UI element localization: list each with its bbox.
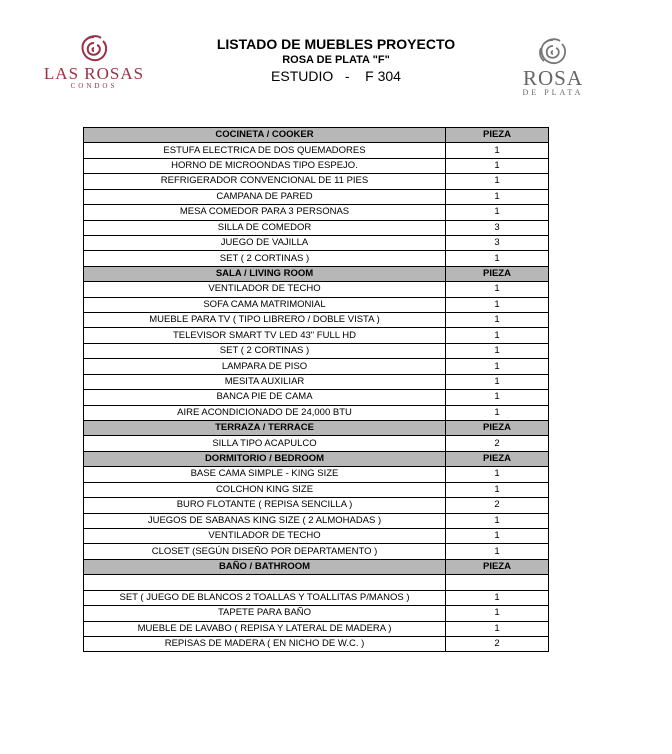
item-quantity: 1 <box>446 143 549 158</box>
section-title: COCINETA / COOKER <box>84 128 446 143</box>
item-quantity: 1 <box>446 544 549 559</box>
table-row <box>84 498 549 513</box>
item-quantity: 1 <box>446 590 549 605</box>
item-name: MUEBLE PARA TV ( TIPO LIBRERO / DOBLE VISTA ) <box>84 313 446 328</box>
item-name: VENTILADOR DE TECHO <box>84 282 446 297</box>
item-quantity: 1 <box>446 313 549 328</box>
item-quantity: 1 <box>446 528 549 543</box>
item-name: TELEVISOR SMART TV LED 43" FULL HD <box>84 328 446 343</box>
section-title: DORMITORIO / BEDROOM <box>84 451 446 466</box>
item-name: HORNO DE MICROONDAS TIPO ESPEJO. <box>84 158 446 173</box>
las-rosas-logo <box>38 34 150 98</box>
item-name: MUEBLE DE LAVABO ( REPISA Y LATERAL DE MADERA ) <box>84 621 446 636</box>
section-header-row <box>84 451 549 466</box>
section-title: TERRAZA / TERRACE <box>84 421 446 436</box>
item-quantity: 1 <box>446 606 549 621</box>
document-header <box>180 36 492 85</box>
item-quantity: 1 <box>446 328 549 343</box>
section-header-row <box>84 128 549 143</box>
table-row <box>84 590 549 605</box>
item-name: CAMPANA DE PARED <box>84 189 446 204</box>
table-row <box>84 513 549 528</box>
item-name: MESA COMEDOR PARA 3 PERSONAS <box>84 205 446 220</box>
item-quantity: 1 <box>446 297 549 312</box>
table-row <box>84 636 549 651</box>
table-row <box>84 482 549 497</box>
furniture-table <box>83 127 549 652</box>
table-row <box>84 374 549 389</box>
table-row <box>84 467 549 482</box>
furniture-table-body <box>84 128 549 652</box>
table-row <box>84 544 549 559</box>
rosa-de-plata-logo <box>503 36 603 102</box>
item-name: SILLA TIPO ACAPULCO <box>84 436 446 451</box>
item-name: SET ( 2 CORTINAS ) <box>84 343 446 358</box>
table-row <box>84 528 549 543</box>
quantity-header: PIEZA <box>446 451 549 466</box>
item-quantity: 1 <box>446 467 549 482</box>
table-row <box>84 436 549 451</box>
table-row <box>84 359 549 374</box>
item-name: SET ( JUEGO DE BLANCOS 2 TOALLAS Y TOALLITAS P/MANOS ) <box>84 590 446 605</box>
item-name: COLCHON KING SIZE <box>84 482 446 497</box>
item-quantity <box>446 575 549 590</box>
quantity-header: PIEZA <box>446 128 549 143</box>
item-name: LAMPARA DE PISO <box>84 359 446 374</box>
item-quantity: 1 <box>446 189 549 204</box>
rose-icon <box>535 36 571 68</box>
unit-label: ESTUDIO - F 304 <box>271 68 401 84</box>
item-quantity: 1 <box>446 359 549 374</box>
table-row <box>84 158 549 173</box>
table-row <box>84 205 549 220</box>
table-row <box>84 405 549 420</box>
table-row <box>84 174 549 189</box>
item-name: REFRIGERADOR CONVENCIONAL DE 11 PIES <box>84 174 446 189</box>
table-row <box>84 235 549 250</box>
item-quantity: 1 <box>446 174 549 189</box>
document-title: LISTADO DE MUEBLES PROYECTO <box>216 36 456 52</box>
item-name: VENTILADOR DE TECHO <box>84 528 446 543</box>
section-title: SALA / LIVING ROOM <box>84 266 446 281</box>
las-rosas-tagline: CONDOS <box>70 82 118 90</box>
item-quantity: 1 <box>446 282 549 297</box>
quantity-header: PIEZA <box>446 421 549 436</box>
item-quantity: 1 <box>446 374 549 389</box>
table-row <box>84 313 549 328</box>
item-name: ESTUFA ELECTRICA DE DOS QUEMADORES <box>84 143 446 158</box>
item-name: AIRE ACONDICIONADO DE 24,000 BTU <box>84 405 446 420</box>
item-quantity: 2 <box>446 636 549 651</box>
table-row <box>84 251 549 266</box>
section-header-row <box>84 266 549 281</box>
table-row <box>84 282 549 297</box>
item-name: BURO FLOTANTE ( REPISA SENCILLA ) <box>84 498 446 513</box>
item-quantity: 3 <box>446 220 549 235</box>
table-row <box>84 621 549 636</box>
item-quantity: 1 <box>446 251 549 266</box>
table-row <box>84 575 549 590</box>
item-name: JUEGO DE VAJILLA <box>84 235 446 250</box>
table-row <box>84 328 549 343</box>
rosa-de-plata-name: ROSA <box>522 66 584 90</box>
table-row <box>84 606 549 621</box>
las-rosas-name: LAS ROSAS <box>43 64 145 83</box>
project-name: ROSA DE PLATA "F" <box>282 54 390 66</box>
table-row <box>84 189 549 204</box>
section-header-row <box>84 559 549 574</box>
quantity-header: PIEZA <box>446 266 549 281</box>
section-title: BAÑO / BATHROOM <box>84 559 446 574</box>
table-row <box>84 343 549 358</box>
item-quantity: 1 <box>446 158 549 173</box>
item-name: SET ( 2 CORTINAS ) <box>84 251 446 266</box>
item-name: JUEGOS DE SABANAS KING SIZE ( 2 ALMOHADAS ) <box>84 513 446 528</box>
item-name: MESITA AUXILIAR <box>84 374 446 389</box>
item-quantity: 1 <box>446 205 549 220</box>
section-header-row <box>84 421 549 436</box>
item-quantity: 1 <box>446 482 549 497</box>
item-name: CLOSET (SEGÚN DISEÑO POR DEPARTAMENTO ) <box>84 544 446 559</box>
table-row <box>84 220 549 235</box>
item-quantity: 2 <box>446 498 549 513</box>
item-name: TAPETE PARA BAÑO <box>84 606 446 621</box>
item-quantity: 1 <box>446 343 549 358</box>
table-row <box>84 297 549 312</box>
item-name: SOFA CAMA MATRIMONIAL <box>84 297 446 312</box>
quantity-header: PIEZA <box>446 559 549 574</box>
item-quantity: 2 <box>446 436 549 451</box>
table-row <box>84 390 549 405</box>
item-quantity: 1 <box>446 405 549 420</box>
item-name: BANCA PIE DE CAMA <box>84 390 446 405</box>
item-quantity: 3 <box>446 235 549 250</box>
table-row <box>84 143 549 158</box>
item-quantity: 1 <box>446 513 549 528</box>
rosa-de-plata-tagline: DE PLATA <box>522 88 584 97</box>
item-quantity: 1 <box>446 390 549 405</box>
item-quantity: 1 <box>446 621 549 636</box>
item-name: SILLA DE COMEDOR <box>84 220 446 235</box>
item-name: REPISAS DE MADERA ( EN NICHO DE W.C. ) <box>84 636 446 651</box>
item-name <box>84 575 446 590</box>
rose-icon <box>77 34 111 64</box>
item-name: BASE CAMA SIMPLE - KING SIZE <box>84 467 446 482</box>
